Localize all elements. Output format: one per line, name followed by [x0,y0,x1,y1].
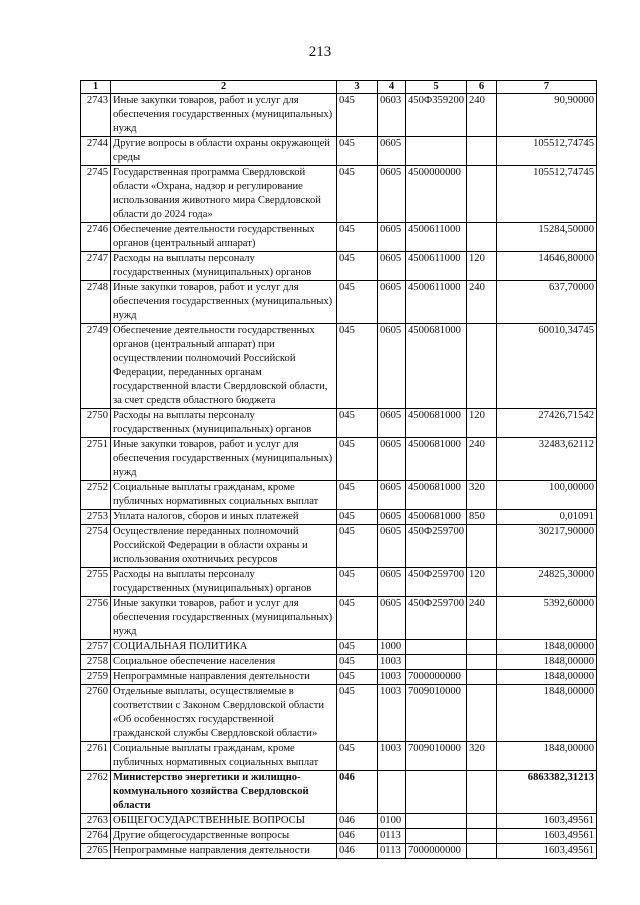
row-description: Расходы на выплаты персоналу государственных (муниципальных) органов [111,409,337,438]
table-row [81,771,597,814]
row-department-code: 045 [337,685,378,742]
row-number: 2749 [81,324,111,409]
row-amount: 1603,49561 [497,829,597,844]
row-number: 2743 [81,94,111,137]
table-row [81,94,597,137]
table-row [81,742,597,771]
row-section-code: 0605 [378,166,406,223]
table-row [81,438,597,481]
table-row [81,670,597,685]
row-description: Непрограммные направления деятельности [111,844,337,859]
header-col-1: 1 [81,81,111,94]
row-amount: 5392,60000 [497,597,597,640]
row-number: 2765 [81,844,111,859]
row-amount: 1848,00000 [497,640,597,655]
row-expense-type [467,223,497,252]
table-row [81,324,597,409]
row-expense-type: 240 [467,94,497,137]
row-number: 2751 [81,438,111,481]
table-row [81,829,597,844]
row-target-code [406,829,467,844]
row-target-code: 4500681000 [406,324,467,409]
row-amount: 100,00000 [497,481,597,510]
row-department-code: 045 [337,655,378,670]
row-amount: 1848,00000 [497,685,597,742]
row-department-code: 045 [337,324,378,409]
row-target-code: 450Ф259700 [406,597,467,640]
row-description: Непрограммные направления деятельности [111,670,337,685]
row-department-code: 045 [337,281,378,324]
row-number: 2761 [81,742,111,771]
row-department-code: 045 [337,409,378,438]
row-expense-type: 120 [467,409,497,438]
row-target-code: 7009010000 [406,742,467,771]
row-section-code: 0113 [378,829,406,844]
row-expense-type [467,137,497,166]
row-number: 2750 [81,409,111,438]
row-section-code: 0605 [378,137,406,166]
row-section-code: 0605 [378,597,406,640]
row-number: 2760 [81,685,111,742]
row-description: Другие общегосударственные вопросы [111,829,337,844]
row-expense-type [467,670,497,685]
row-department-code: 046 [337,829,378,844]
row-number: 2756 [81,597,111,640]
row-expense-type [467,324,497,409]
row-description: Расходы на выплаты персоналу государственных (муниципальных) органов [111,252,337,281]
header-col-2: 2 [111,81,337,94]
row-department-code: 045 [337,670,378,685]
row-description: Обеспечение деятельности государственных органов (центральный аппарат) [111,223,337,252]
row-amount: 1603,49561 [497,844,597,859]
row-number: 2747 [81,252,111,281]
row-amount: 1848,00000 [497,670,597,685]
row-expense-type: 120 [467,252,497,281]
row-section-code: 1003 [378,685,406,742]
row-description: Иные закупки товаров, работ и услуг для обеспечения государственных (муниципальных) нужд [111,281,337,324]
row-section-code: 1003 [378,670,406,685]
row-section-code: 0605 [378,568,406,597]
row-expense-type: 850 [467,510,497,525]
row-number: 2752 [81,481,111,510]
row-target-code: 4500681000 [406,481,467,510]
table-row [81,844,597,859]
budget-table [80,80,597,859]
row-expense-type: 320 [467,481,497,510]
row-amount: 90,90000 [497,94,597,137]
row-amount: 637,70000 [497,281,597,324]
header-col-7: 7 [497,81,597,94]
row-number: 2762 [81,771,111,814]
row-expense-type [467,655,497,670]
row-expense-type [467,771,497,814]
table-row [81,655,597,670]
row-department-code: 045 [337,481,378,510]
row-description: Иные закупки товаров, работ и услуг для обеспечения государственных (муниципальных) нужд [111,94,337,137]
row-description: Иные закупки товаров, работ и услуг для обеспечения государственных (муниципальных) нужд [111,597,337,640]
row-target-code [406,814,467,829]
row-department-code: 046 [337,814,378,829]
row-section-code [378,771,406,814]
row-description: Уплата налогов, сборов и иных платежей [111,510,337,525]
row-amount: 60010,34745 [497,324,597,409]
row-amount: 15284,50000 [497,223,597,252]
row-department-code: 045 [337,742,378,771]
row-expense-type: 120 [467,568,497,597]
row-expense-type [467,525,497,568]
row-amount: 24825,30000 [497,568,597,597]
row-department-code: 045 [337,137,378,166]
table-row [81,409,597,438]
row-expense-type: 240 [467,597,497,640]
row-number: 2754 [81,525,111,568]
table-row [81,137,597,166]
row-department-code: 045 [337,568,378,597]
row-section-code: 0113 [378,844,406,859]
row-number: 2744 [81,137,111,166]
row-description: Социальное обеспечение населения [111,655,337,670]
row-description: Государственная программа Свердловской области «Охрана, надзор и регулирование использования животного мира Свердловской области до 2024 года» [111,166,337,223]
table-row [81,525,597,568]
table-row [81,685,597,742]
row-amount: 1603,49561 [497,814,597,829]
row-department-code: 046 [337,844,378,859]
table-row [81,252,597,281]
row-section-code: 0605 [378,510,406,525]
row-number: 2757 [81,640,111,655]
row-number: 2764 [81,829,111,844]
row-department-code: 045 [337,640,378,655]
row-target-code: 4500681000 [406,510,467,525]
row-amount: 27426,71542 [497,409,597,438]
row-section-code: 0605 [378,409,406,438]
row-amount: 105512,74745 [497,137,597,166]
row-target-code: 450Ф259700 [406,525,467,568]
row-expense-type [467,814,497,829]
header-col-6: 6 [467,81,497,94]
row-target-code: 450Ф259700 [406,568,467,597]
row-description: Осуществление переданных полномочий Российской Федерации в области охраны и использования охотничьих ресурсов [111,525,337,568]
row-number: 2746 [81,223,111,252]
row-section-code: 1000 [378,640,406,655]
row-number: 2745 [81,166,111,223]
row-target-code: 4500681000 [406,438,467,481]
row-amount: 6863382,31213 [497,771,597,814]
row-department-code: 045 [337,166,378,223]
row-section-code: 0100 [378,814,406,829]
header-col-4: 4 [378,81,406,94]
row-target-code [406,655,467,670]
row-description: Отдельные выплаты, осуществляемые в соответствии с Законом Свердловской области «Об особенностях государственной гражданской службы Свердловской области» [111,685,337,742]
row-expense-type [467,166,497,223]
row-target-code: 4500611000 [406,252,467,281]
row-description: Другие вопросы в области охраны окружающей среды [111,137,337,166]
table-row [81,223,597,252]
row-description: СОЦИАЛЬНАЯ ПОЛИТИКА [111,640,337,655]
header-row [81,81,597,94]
table-row [81,481,597,510]
row-section-code: 1003 [378,655,406,670]
row-number: 2759 [81,670,111,685]
row-target-code: 450Ф359200 [406,94,467,137]
row-department-code: 045 [337,438,378,481]
row-description: Обеспечение деятельности государственных органов (центральный аппарат) при осуществлении полномочий Российской Федерации, переданных органам государственной власти Свердловской области, за счет средств областного бюджета [111,324,337,409]
table-row [81,814,597,829]
row-description: Расходы на выплаты персоналу государственных (муниципальных) органов [111,568,337,597]
row-amount: 32483,62112 [497,438,597,481]
row-section-code: 1003 [378,742,406,771]
row-target-code: 4500611000 [406,281,467,324]
row-section-code: 0605 [378,324,406,409]
table-row [81,597,597,640]
row-department-code: 045 [337,597,378,640]
row-number: 2753 [81,510,111,525]
row-section-code: 0605 [378,481,406,510]
row-description: Иные закупки товаров, работ и услуг для обеспечения государственных (муниципальных) нужд [111,438,337,481]
row-target-code: 4500681000 [406,409,467,438]
row-expense-type [467,640,497,655]
table-body [81,94,597,859]
row-target-code: 7000000000 [406,670,467,685]
row-target-code: 4500611000 [406,223,467,252]
row-description: Социальные выплаты гражданам, кроме публичных нормативных социальных выплат [111,481,337,510]
header-col-3: 3 [337,81,378,94]
table-row [81,166,597,223]
row-number: 2748 [81,281,111,324]
row-section-code: 0605 [378,223,406,252]
table-row [81,568,597,597]
row-expense-type [467,685,497,742]
row-amount: 105512,74745 [497,166,597,223]
row-department-code: 045 [337,223,378,252]
row-description: Министерство энергетики и жилищно-коммунального хозяйства Свердловской области [111,771,337,814]
row-description: Социальные выплаты гражданам, кроме публичных нормативных социальных выплат [111,742,337,771]
header-col-5: 5 [406,81,467,94]
row-target-code: 7009010000 [406,685,467,742]
row-section-code: 0605 [378,252,406,281]
table-row [81,640,597,655]
row-department-code: 045 [337,525,378,568]
row-expense-type: 240 [467,281,497,324]
table-row [81,281,597,324]
row-target-code [406,640,467,655]
row-amount: 0,01091 [497,510,597,525]
row-department-code: 045 [337,510,378,525]
row-number: 2758 [81,655,111,670]
row-target-code: 4500000000 [406,166,467,223]
row-expense-type: 240 [467,438,497,481]
row-amount: 14646,80000 [497,252,597,281]
table-row [81,510,597,525]
row-amount: 1848,00000 [497,655,597,670]
row-target-code: 7000000000 [406,844,467,859]
row-department-code: 046 [337,771,378,814]
page-number: 213 [308,44,332,60]
row-department-code: 045 [337,252,378,281]
row-department-code: 045 [337,94,378,137]
row-number: 2763 [81,814,111,829]
row-section-code: 0605 [378,525,406,568]
row-amount: 30217,90000 [497,525,597,568]
row-amount: 1848,00000 [497,742,597,771]
row-target-code [406,137,467,166]
row-section-code: 0605 [378,438,406,481]
row-number: 2755 [81,568,111,597]
row-target-code [406,771,467,814]
row-description: ОБЩЕГОСУДАРСТВЕННЫЕ ВОПРОСЫ [111,814,337,829]
row-expense-type: 320 [467,742,497,771]
row-expense-type [467,829,497,844]
row-expense-type [467,844,497,859]
row-section-code: 0603 [378,94,406,137]
row-section-code: 0605 [378,281,406,324]
